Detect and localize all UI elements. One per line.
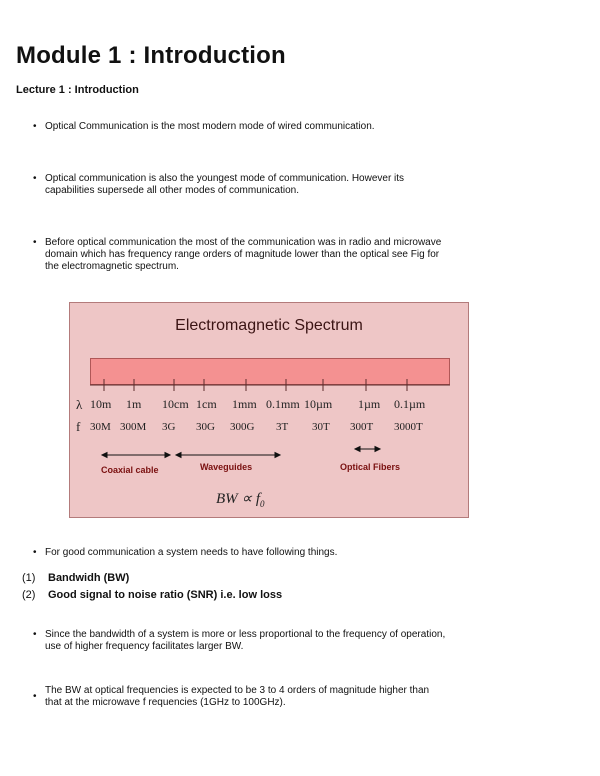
bullet-text: the electromagnetic spectrum. <box>45 261 179 272</box>
bullet-glyph: • <box>33 173 37 184</box>
frequency-label: 30G <box>196 421 215 433</box>
bullet-text: Before optical communication the most of the communication was in radio and microwave <box>45 237 442 248</box>
wavelength-label: 1mm <box>232 397 257 411</box>
f-symbol: f <box>76 419 81 434</box>
numbered-item <box>22 572 522 586</box>
bullet-text: use of higher frequency facilitates larger BW. <box>45 641 244 652</box>
wavelength-label: 10cm <box>162 397 189 411</box>
item-text: Good signal to noise ratio (SNR) i.e. low loss <box>48 589 283 601</box>
bullet-text: Optical Communication is the most modern mode of wired communication. <box>45 121 375 132</box>
formula-text: BW ∝ f <box>216 491 261 507</box>
list-item <box>33 121 573 135</box>
formula-subscript: 0 <box>260 499 265 509</box>
frequency-label: 3000T <box>394 421 423 433</box>
bw-formula <box>216 489 265 509</box>
list-item <box>33 237 573 277</box>
lambda-symbol: λ <box>76 397 83 412</box>
wavelength-label: 1cm <box>196 397 217 411</box>
frequency-label: 300M <box>120 421 147 433</box>
wavelength-label: 1m <box>126 397 142 411</box>
item-text: Bandwidh (BW) <box>48 572 130 584</box>
frequency-label: 3T <box>276 421 289 433</box>
lecture-heading: Lecture 1 : Introduction <box>16 84 139 96</box>
waveguides-label: Waveguides <box>200 462 253 472</box>
bullet-text: domain which has frequency range orders of magnitude lower than the optical see Fig for <box>45 249 440 260</box>
list-item <box>33 685 573 713</box>
list-item <box>33 173 573 201</box>
wavelength-label: 1µm <box>358 397 381 411</box>
frequency-label: 300T <box>350 421 374 433</box>
bullet-glyph: • <box>33 547 37 558</box>
frequency-label: 30T <box>312 421 330 433</box>
bullet-text: For good communication a system needs to have following things. <box>45 547 338 558</box>
em-spectrum-figure <box>69 302 469 518</box>
figure-title: Electromagnetic Spectrum <box>175 317 363 334</box>
bullet-glyph: • <box>33 121 37 132</box>
bullet-glyph: • <box>33 237 37 248</box>
optical-fibers-label: Optical Fibers <box>340 462 401 472</box>
wavelength-label: 10m <box>90 397 112 411</box>
wavelength-label: 10µm <box>304 397 333 411</box>
item-number: (2) <box>22 589 36 601</box>
wavelength-label: 0.1µm <box>394 397 426 411</box>
bullet-glyph: • <box>33 629 37 640</box>
frequency-label: 3G <box>162 421 176 433</box>
numbered-item <box>22 589 522 603</box>
bullet-text: The BW at optical frequencies is expected to be 3 to 4 orders of magnitude higher than <box>45 685 430 696</box>
bullet-text: Optical communication is also the youngest mode of communication. However its <box>45 173 405 184</box>
page-title: Module 1 : Introduction <box>16 42 286 69</box>
bullet-glyph: • <box>33 691 37 702</box>
bullet-text: Since the bandwidth of a system is more or less proportional to the frequency of operation, <box>45 629 446 640</box>
bullet-text: that at the microwave f requencies (1GHz to 100GHz). <box>45 697 286 708</box>
wavelength-label: 0.1mm <box>266 397 300 411</box>
item-number: (1) <box>22 572 36 584</box>
list-item <box>33 547 573 561</box>
list-item <box>33 629 573 657</box>
coaxial-cable-label: Coaxial cable <box>101 465 159 475</box>
frequency-label: 300G <box>230 421 255 433</box>
bullet-text: capabilities supersede all other modes of communication. <box>45 185 300 196</box>
frequency-label: 30M <box>90 421 111 433</box>
